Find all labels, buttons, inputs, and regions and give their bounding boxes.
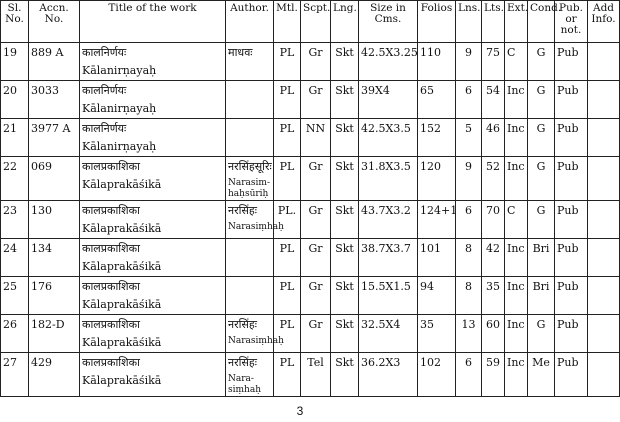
material-cell: PL. (274, 201, 301, 239)
extent-cell: Inc (505, 353, 528, 397)
size-cell: 39X4 (359, 81, 418, 119)
folios-cell: 110 (418, 43, 456, 81)
title-cell (80, 239, 226, 277)
title-devanagari: कालप्रकाशिका (82, 160, 140, 173)
published-cell: Pub (555, 81, 588, 119)
table-row (1, 201, 620, 239)
published-cell: Pub (555, 201, 588, 239)
author-transliteration (228, 60, 271, 64)
lines-cell: 5 (456, 119, 482, 157)
material-cell: PL (274, 277, 301, 315)
material-cell: PL (274, 119, 301, 157)
author-cell (226, 277, 274, 315)
author-cell (226, 157, 274, 201)
header-accn-no: Accn. No. (29, 1, 80, 43)
extent-cell: Inc (505, 315, 528, 353)
header-letters: Lts. (482, 1, 505, 43)
sl-no-cell: 24 (1, 239, 29, 277)
language-cell: Skt (331, 353, 359, 397)
title-transliteration: Kālanirṇayaḥ (82, 102, 157, 115)
author-devanagari: नरसिंहः (228, 356, 257, 369)
letters-cell: 46 (482, 119, 505, 157)
table-row (1, 239, 620, 277)
table-row (1, 81, 620, 119)
folios-cell: 102 (418, 353, 456, 397)
size-cell: 43.7X3.2 (359, 201, 418, 239)
accn-no-cell: 069 (29, 157, 80, 201)
additional-info-cell (588, 239, 620, 277)
lines-cell: 6 (456, 81, 482, 119)
header-title: Title of the work (80, 1, 226, 43)
additional-info-cell (588, 157, 620, 201)
author-cell (226, 43, 274, 81)
language-cell: Skt (331, 81, 359, 119)
condition-cell: G (528, 157, 555, 201)
letters-cell: 42 (482, 239, 505, 277)
script-cell: Gr (301, 81, 331, 119)
title-cell (80, 157, 226, 201)
author-devanagari: नरसिंहः (228, 318, 257, 331)
title-devanagari: कालप्रकाशिका (82, 204, 140, 217)
script-cell: Gr (301, 201, 331, 239)
title-cell (80, 353, 226, 397)
additional-info-cell (588, 119, 620, 157)
letters-cell: 75 (482, 43, 505, 81)
lines-cell: 13 (456, 315, 482, 353)
extent-cell: Inc (505, 157, 528, 201)
title-cell (80, 81, 226, 119)
title-devanagari: कालप्रकाशिका (82, 318, 140, 331)
folios-cell: 35 (418, 315, 456, 353)
lines-cell: 9 (456, 43, 482, 81)
title-transliteration: Kālaprakāśikā (82, 374, 162, 387)
author-cell (226, 239, 274, 277)
language-cell: Skt (331, 157, 359, 201)
header-size: Size in Cms. (359, 1, 418, 43)
table-row (1, 277, 620, 315)
header-author: Author. (226, 1, 274, 43)
accn-no-cell: 176 (29, 277, 80, 315)
published-cell: Pub (555, 315, 588, 353)
author-transliteration (228, 84, 271, 88)
author-devanagari: नरसिंहसूरिः (228, 160, 272, 173)
sl-no-cell: 23 (1, 201, 29, 239)
sl-no-cell: 27 (1, 353, 29, 397)
title-devanagari: कालप्रकाशिका (82, 280, 140, 293)
title-transliteration: Kālanirṇayaḥ (82, 64, 157, 77)
title-transliteration: Kālanirṇayaḥ (82, 140, 157, 153)
script-cell: NN (301, 119, 331, 157)
title-transliteration: Kālaprakāśikā (82, 222, 162, 235)
author-cell (226, 353, 274, 397)
author-cell (226, 119, 274, 157)
author-transliteration: Narasiṃhaḥ (228, 336, 284, 346)
table-row (1, 157, 620, 201)
language-cell: Skt (331, 119, 359, 157)
language-cell: Skt (331, 201, 359, 239)
folios-cell: 65 (418, 81, 456, 119)
title-cell (80, 201, 226, 239)
sl-no-cell: 19 (1, 43, 29, 81)
size-cell: 38.7X3.7 (359, 239, 418, 277)
script-cell: Tel (301, 353, 331, 397)
author-cell (226, 315, 284, 353)
lines-cell: 8 (456, 239, 482, 277)
author-transliteration (228, 122, 271, 126)
letters-cell: 35 (482, 277, 505, 315)
condition-cell: Bri (528, 277, 555, 315)
sl-no-cell: 26 (1, 315, 29, 353)
title-cell (80, 315, 226, 353)
letters-cell: 52 (482, 157, 505, 201)
published-cell: Pub (555, 43, 588, 81)
condition-cell: G (528, 315, 555, 353)
condition-cell: G (528, 43, 555, 81)
script-cell: Gr (301, 43, 331, 81)
additional-info-cell (588, 81, 620, 119)
accn-no-cell: 3977 A (29, 119, 80, 157)
condition-cell: Me (528, 353, 555, 397)
title-devanagari: कालनिर्णयः (82, 46, 127, 59)
accn-no-cell: 429 (29, 353, 80, 397)
title-devanagari: कालप्रकाशिका (82, 356, 140, 369)
author-transliteration: Narasim-haḥsūriḥ (228, 178, 270, 199)
material-cell: PL (274, 157, 301, 201)
lines-cell: 6 (456, 201, 482, 239)
title-cell (80, 119, 226, 157)
language-cell: Skt (331, 277, 359, 315)
sl-no-cell: 25 (1, 277, 29, 315)
additional-info-cell (588, 315, 620, 353)
header-language: Lng. (331, 1, 359, 43)
title-transliteration: Kālaprakāśikā (82, 298, 162, 311)
language-cell: Skt (331, 315, 359, 353)
size-cell: 42.5X3.5 (359, 119, 418, 157)
author-devanagari: माधवः (228, 46, 253, 59)
lines-cell: 6 (456, 353, 482, 397)
header-condition: Cond. (528, 1, 555, 43)
letters-cell: 60 (482, 315, 505, 353)
header-extent: Ext. (505, 1, 528, 43)
header-published: Pub. or not. (555, 1, 588, 43)
header-folios: Folios (418, 1, 456, 43)
published-cell: Pub (555, 277, 588, 315)
accn-no-cell: 3033 (29, 81, 80, 119)
letters-cell: 54 (482, 81, 505, 119)
script-cell: Gr (301, 157, 331, 201)
table-row (1, 119, 620, 157)
header-row (1, 1, 620, 43)
title-cell (80, 277, 226, 315)
additional-info-cell (588, 43, 620, 81)
accn-no-cell: 889 A (29, 43, 80, 81)
letters-cell: 59 (482, 353, 505, 397)
accn-no-cell: 182-D (29, 315, 80, 353)
extent-cell: Inc (505, 239, 528, 277)
lines-cell: 8 (456, 277, 482, 315)
condition-cell: G (528, 81, 555, 119)
sl-no-cell: 21 (1, 119, 29, 157)
header-material: Mtl. (274, 1, 301, 43)
author-devanagari: नरसिंहः (228, 204, 257, 217)
header-script: Scpt. (301, 1, 331, 43)
additional-info-cell (588, 277, 620, 315)
published-cell: Pub (555, 239, 588, 277)
title-devanagari: कालनिर्णयः (82, 122, 127, 135)
author-transliteration: Narasiṃhaḥ (228, 222, 284, 232)
extent-cell: C (505, 43, 528, 81)
condition-cell: G (528, 119, 555, 157)
published-cell: Pub (555, 353, 588, 397)
script-cell: Gr (301, 239, 331, 277)
script-cell: Gr (301, 277, 331, 315)
extent-cell: Inc (505, 277, 528, 315)
material-cell: PL (274, 43, 301, 81)
condition-cell: Bri (528, 239, 555, 277)
header-sl-no: Sl. No. (1, 1, 29, 43)
additional-info-cell (588, 201, 620, 239)
sl-no-cell: 22 (1, 157, 29, 201)
author-transliteration (228, 280, 271, 284)
author-transliteration: Nara-siṃhaḥ (228, 374, 261, 395)
extent-cell: Inc (505, 119, 528, 157)
language-cell: Skt (331, 239, 359, 277)
published-cell: Pub (555, 119, 588, 157)
material-cell: PL (274, 353, 301, 397)
table-row (1, 315, 620, 353)
extent-cell: C (505, 201, 528, 239)
folios-cell: 120 (418, 157, 456, 201)
language-cell: Skt (331, 43, 359, 81)
folios-cell: 152 (418, 119, 456, 157)
letters-cell: 70 (482, 201, 505, 239)
author-cell (226, 81, 274, 119)
size-cell: 32.5X4 (359, 315, 418, 353)
title-devanagari: कालनिर्णयः (82, 84, 127, 97)
size-cell: 31.8X3.5 (359, 157, 418, 201)
additional-info-cell (588, 353, 620, 397)
folios-cell: 101 (418, 239, 456, 277)
extent-cell: Inc (505, 81, 528, 119)
material-cell: PL (274, 239, 301, 277)
title-transliteration: Kālaprakāśikā (82, 336, 162, 349)
folios-cell: 124+1 (418, 201, 456, 239)
size-cell: 15.5X1.5 (359, 277, 418, 315)
published-cell: Pub (555, 157, 588, 201)
script-cell: Gr (301, 315, 331, 353)
header-lines: Lns. (456, 1, 482, 43)
header-additional-info: Add Info. (588, 1, 620, 43)
title-transliteration: Kālaprakāśikā (82, 178, 162, 191)
title-devanagari: कालप्रकाशिका (82, 242, 140, 255)
lines-cell: 9 (456, 157, 482, 201)
folios-cell: 94 (418, 277, 456, 315)
title-transliteration: Kālaprakāśikā (82, 260, 162, 273)
title-cell (80, 43, 226, 81)
table-row (1, 353, 620, 397)
sl-no-cell: 20 (1, 81, 29, 119)
table-row (1, 43, 620, 81)
size-cell: 42.5X3.25 (359, 43, 418, 81)
size-cell: 36.2X3 (359, 353, 418, 397)
accn-no-cell: 130 (29, 201, 80, 239)
condition-cell: G (528, 201, 555, 239)
material-cell: PL (274, 315, 301, 353)
author-cell (226, 201, 284, 239)
author-transliteration (228, 242, 271, 246)
material-cell: PL (274, 81, 301, 119)
page-number: 3 (296, 404, 304, 418)
accn-no-cell: 134 (29, 239, 80, 277)
